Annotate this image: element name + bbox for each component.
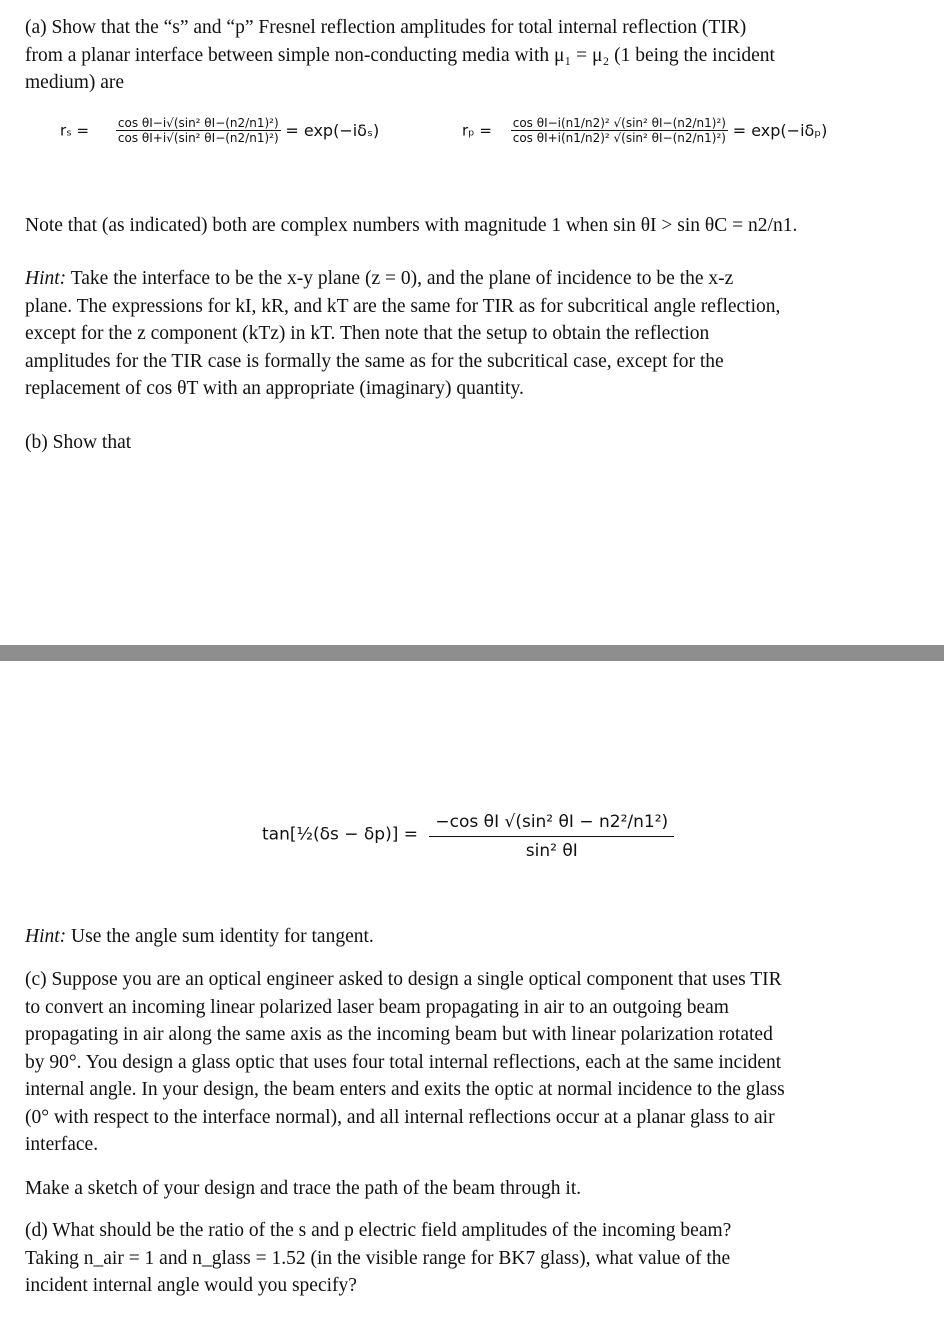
rp-label: rₚ = xyxy=(462,121,492,140)
hint-line-2: plane. The expressions for kI, kR, and kT are the same for TIR as for subcritical angle reflection, xyxy=(25,295,781,317)
part-c-line-2: to convert an incoming linear polarized laser beam propagating in air to an outgoing beam xyxy=(25,996,729,1018)
page-divider xyxy=(0,645,944,661)
rs-denominator: cos θI+i√(sin² θI−(n2/n1)²) xyxy=(117,131,279,145)
hint-b-text: Use the angle sum identity for tangent. xyxy=(71,926,374,947)
part-a-line-3: medium) are xyxy=(25,72,125,93)
tan-equation xyxy=(262,808,674,861)
part-c-line-7: interface. xyxy=(25,1134,99,1155)
hint-line-3: except for the z component (kTz) in kT. Then note that the setup to obtain the reflection xyxy=(25,323,710,344)
hint-label: Hint: xyxy=(25,268,67,289)
rp-rhs: = exp(−iδₚ) xyxy=(732,121,828,140)
part-a-line-1: (a) Show that the “s” and “p” Fresnel reflection amplitudes for total internal reflection (TIR) xyxy=(25,17,747,38)
part-c-line-5: internal angle. In your design, the beam enters and exits the optic at normal incidence to the glass xyxy=(25,1079,785,1100)
part-d-line-1: (d) What should be the ratio of the s and p electric field amplitudes of the incoming beam? xyxy=(25,1220,732,1241)
rp-equation xyxy=(462,116,827,145)
part-c-line-3: propagating in air along the same axis as the incoming beam but with linear polarization rotated xyxy=(25,1024,773,1045)
part-c-sketch: Make a sketch of your design and trace the path of the beam through it. xyxy=(25,1178,582,1199)
part-c-line-1: (c) Suppose you are an optical engineer asked to design a single optical component that uses TIR xyxy=(25,969,782,990)
hint-b-label: Hint: xyxy=(25,926,67,947)
part-a-intro xyxy=(25,14,905,97)
part-c-line-6: (0° with respect to the interface normal), and all internal reflections occur at a planar glass to air xyxy=(25,1106,775,1128)
part-d-line-2: Taking n_air = 1 and n_glass = 1.52 (in the visible range for BK7 glass), what value of the xyxy=(25,1247,731,1269)
rs-rhs: = exp(−iδₛ) xyxy=(285,121,380,140)
rp-denominator: cos θI+i(n1/n2)² √(sin² θI−(n2/n1)²) xyxy=(512,131,726,145)
note-text: Note that (as indicated) both are complex numbers with magnitude 1 when sin θI > sin θC = n2/n1. xyxy=(25,215,798,236)
rs-fraction xyxy=(116,116,281,145)
part-a-hint xyxy=(25,265,905,403)
tan-rhs-numerator: −cos θI √(sin² θI − n2²/n1²) xyxy=(429,808,674,837)
part-d-text xyxy=(25,1217,905,1300)
part-a-line-2: from a planar interface between simple non-conducting media with μ₁ = μ₂ (1 being the incident xyxy=(25,44,775,66)
tan-lhs: tan[½(δs − δp)] = xyxy=(262,824,419,845)
tan-rhs-denominator: sin² θI xyxy=(525,841,578,861)
part-c-text xyxy=(25,966,905,1159)
rs-numerator: cos θI−i√(sin² θI−(n2/n1)²) xyxy=(117,116,279,130)
part-b-hint xyxy=(25,923,905,951)
hint-line-5: replacement of cos θT with an appropriate (imaginary) quantity. xyxy=(25,378,524,399)
part-b-intro: (b) Show that xyxy=(25,432,132,453)
rp-numerator: cos θI−i(n1/n2)² √(sin² θI−(n2/n1)²) xyxy=(512,116,726,130)
part-d-line-3: incident internal angle would you specify? xyxy=(25,1275,357,1296)
rs-equation xyxy=(60,116,379,145)
hint-line-4: amplitudes for the TIR case is formally the same as for the subcritical case, except for the xyxy=(25,350,724,372)
rp-fraction xyxy=(511,116,728,145)
hint-line-1: Take the interface to be the x-y plane (z = 0), and the plane of incidence to be the x-z xyxy=(70,268,734,289)
rs-label: rₛ = xyxy=(60,121,90,140)
part-c-line-4: by 90°. You design a glass optic that uses four total internal reflections, each at the same incident xyxy=(25,1051,782,1073)
tan-rhs-fraction xyxy=(429,808,674,861)
